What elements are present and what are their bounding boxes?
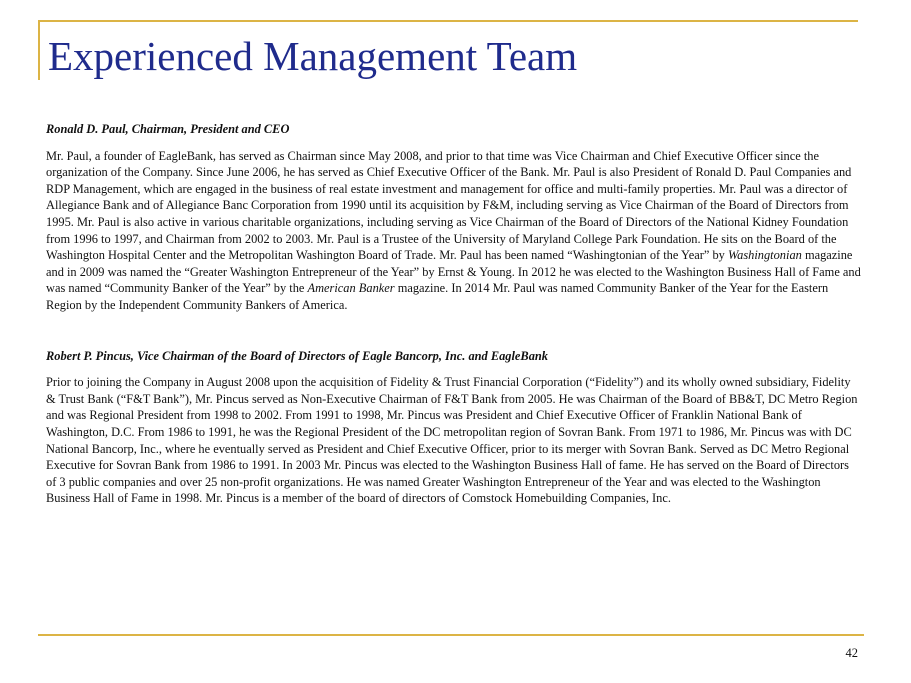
executive-bio-pincus: Prior to joining the Company in August 2008 upon the acquisition of Fidelity & Trust Financial Corporation (“Fidelity”) and its wholly owned subsidiary, Fidelity & Trust Bank (“F&T Bank”), Mr. Pincus served as Non-Executive Chairman of F&T Bank from 2005. He was Chairman of the Board of BB&T, DC Metro Region and was Regional President from 1998 to 2002. From 1991 to 1998, Mr. Pincus was President and Chief Executive Officer of Franklin National Bank of Washington, D.C. From 1986 to 1991, he was the Regional President of the DC metropolitan region of Sovran Bank. From 1971 to 1986, Mr. Pincus was with DC National Bancorp, Inc., where he eventually served as President and Chief Executive Officer, prior to its merger with Sovran Bank. Served as DC Metro Regional Executive for Sovran Bank from 1986 to 1991. In 2003 Mr. Pincus was elected to the Washington Business Hall of fame. He has served on the Board of Directors of 3 public companies and over 25 non-profit organizations. He was named Greater Washington Entrepreneur of the Year and was elected to the Washington Business Hall of Fame in 1998. Mr. Pincus is a member of the board of directors of Comstock Homebuilding Companies, Inc. xyxy=(46,375,858,506)
bio-paul-part-2: magazine and in 2009 was named the “Greater Washington Entrepreneur of the Year” by Ernst & Young. In 2012 he was elected to the Washington Business Hall of Fame and was named “Community Banker of the Year” by the xyxy=(46,248,861,296)
bio-content xyxy=(46,121,861,507)
bio-paul-part-3: magazine. In 2014 Mr. Paul was named Community Banker of the Year for the Eastern Region by the Independent Community Bankers of America. xyxy=(46,281,829,312)
section-spacer xyxy=(46,314,861,348)
publication-american-banker: American Banker xyxy=(307,281,395,296)
executive-name-paul: Ronald D. Paul, Chairman, President and CEO xyxy=(46,122,290,136)
left-accent-rule xyxy=(38,20,40,80)
page-title: Experienced Management Team xyxy=(48,33,578,79)
executive-bio-paul xyxy=(46,148,861,314)
top-accent-rule xyxy=(38,20,858,22)
executive-name-pincus: Robert P. Pincus, Vice Chairman of the Board of Directors of Eagle Bancorp, Inc. and EagleBank xyxy=(46,348,548,363)
publication-washingtonian: Washingtonian xyxy=(727,248,802,263)
bottom-accent-rule xyxy=(38,634,864,636)
page-number: 42 xyxy=(845,646,858,660)
bio-paul-part-1: Mr. Paul, a founder of EagleBank, has served as Chairman since May 2008, and prior to that time was Vice Chairman and Chief Executive Officer since the organization of the Company. Since June 2006, he has served as Chief Executive Officer of the Bank. Mr. Paul is also President of Ronald D. Paul Companies and RDP Management, which are engaged in the business of real estate investment and management for office and multi-family properties. Mr. Paul was a director of Allegiance Bank and of Allegiance Banc Corporation from 1990 until its acquisition by F&M, including serving as Vice Chairman of the Board of Directors from 1995. Mr. Paul is also active in various charitable organizations, including serving as Vice Chairman of the Board of Directors of the National Kidney Foundation from 1996 to 1997, and Chairman from 2002 to 2003. Mr. Paul is a Trustee of the University of Maryland College Park Foundation. He sits on the Board of the Washington Hospital Center and the Metropolitan Washington Board of Trade. Mr. Paul has been named “Washingtonian of the Year” by xyxy=(46,148,852,263)
